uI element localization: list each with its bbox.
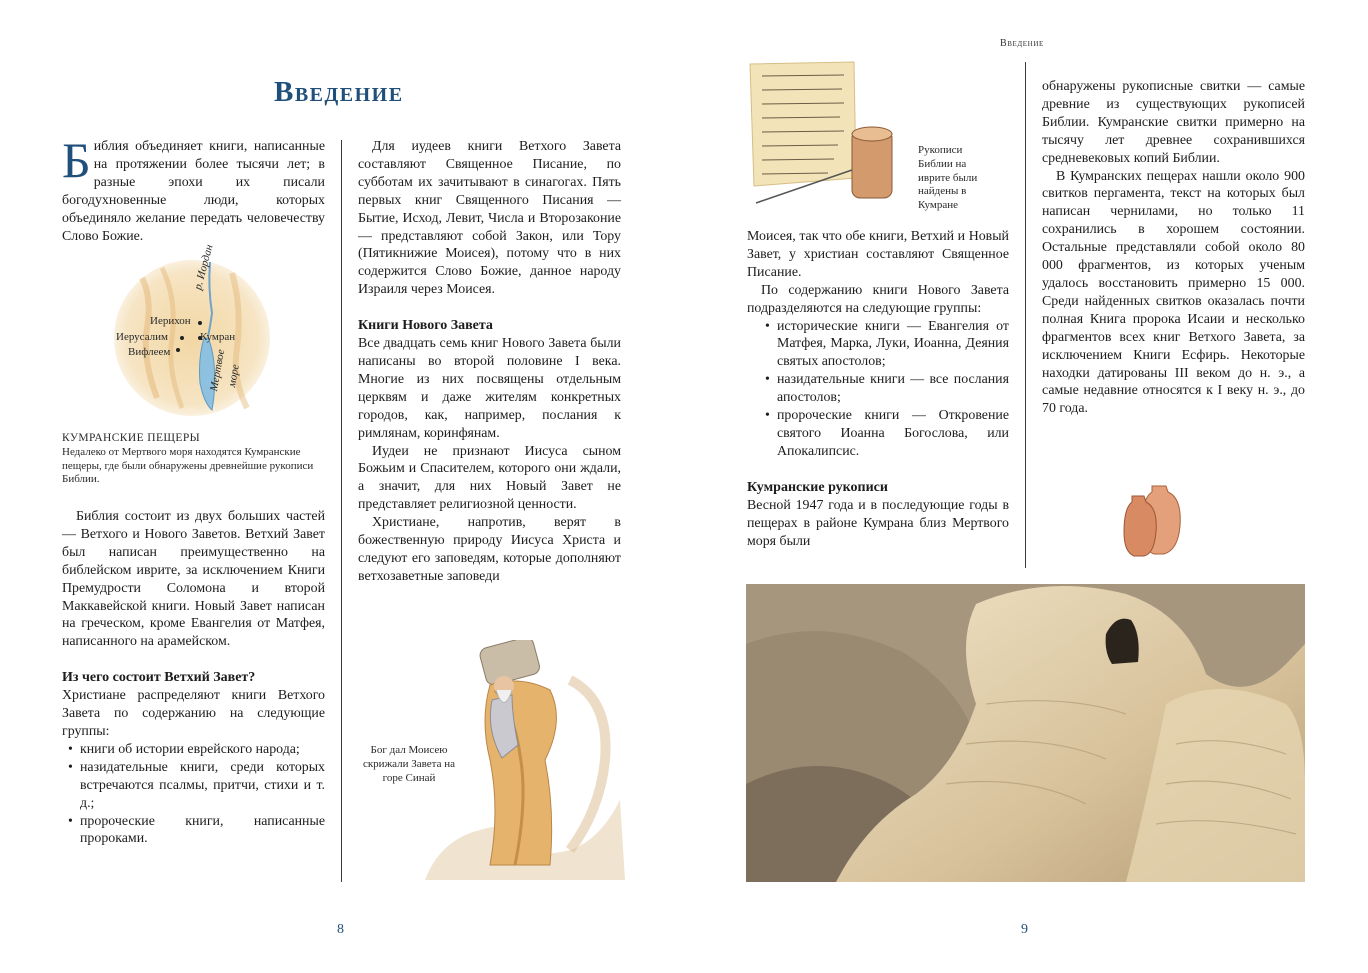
- list-item: • книги об истории еврейского народа;: [50, 741, 325, 759]
- nt-groups-list: [747, 318, 1009, 461]
- list-item: • пророческие книги, написанные пророками.: [50, 813, 325, 849]
- map-label-qumran: Кумран: [200, 331, 236, 343]
- map-caption-title: КУМРАНСКИЕ ПЕЩЕРЫ: [62, 432, 201, 444]
- jews-paragraph: Для иудеев книги Ветхого Завета составляют Священное Писание, по субботам их зачитывают в синагогах. Пять первых книг Священного Писания — Бытие, Исход, Левит, Числа и Второзаконие — представляют собой Закон, или Тору (Пятикнижие Моисея), потому что в них содержится Слово Божие, данное народу Израиля через Моисея.: [358, 139, 621, 298]
- intro-text: иблия объединяет книги, написанные на протяжении более тысячи лет; в разные эпохи их писали богодухновенные люди, которых объединяло желание передать человечеству Слово Божие.: [62, 139, 325, 244]
- map-label-dead-sea-2: море: [226, 363, 242, 389]
- clay-jars: [1122, 482, 1184, 558]
- scrolls-paragraph: обнаружены рукописные свитки — самые древние из существующих рукописей Библии. Кумранские свитки примерно на тысячу лет древнее сохранившихся средневековых копий Библии.: [1042, 79, 1305, 166]
- list-item: • пророческие книги — Откровение святого Иоанна Богослова, или Апокалипсис.: [747, 407, 1009, 461]
- moses-cont-paragraph: Моисея, так что обе книги, Ветхий и Новый Завет, у христиан составляют Священное Писание.: [747, 229, 1009, 280]
- jews-nt-paragraph: Иудеи не признают Иисуса сыном Божьим и Спасителем, которого они ждали, а значит, для них Новый Завет не представляет религиозной ценности.: [358, 443, 621, 513]
- scroll-caption: Рукописи Библии на иврите были найдены в Кумране: [918, 144, 978, 212]
- two-parts-paragraph: Библия состоит из двух больших частей — Ветхого и Нового Заветов. Ветхий Завет был написан преимущественно на библейском иврите, за исключением Книги Премудрости Соломона и второй Маккавейской книги. Новый Завет написан на греческом, кроме Евангелия от Матфея, написанного на арамейском.: [62, 509, 325, 650]
- column-rule: [341, 140, 342, 882]
- list-item: • исторические книги — Евангелия от Матфея, Марка, Луки, Иоанна, Деяния святых апостолов;: [747, 318, 1009, 372]
- ot-groups-list: [50, 741, 325, 848]
- column-rule: [1025, 62, 1026, 568]
- caves-paragraph: В Кумранских пещерах нашли около 900 свитков пергамента, текст на которых был написан чернилами, но только 11 сохранились в хорошем состоянии. Остальные представляли собой около 80 000 фрагментов, из которых ученым удалось восстановить примерно 15 000. Среди найденных свитков оказалась почти полная Книга пророка Исаии и несколько фрагментов всех книг Ветхого Завета, за исключением Книги Есфирь. Некоторые находки датированы III веком до н. э., а самые недавние относятся к I веку н. э., до 70 года.: [1042, 168, 1305, 417]
- running-head: Введение: [1000, 38, 1044, 49]
- jars-illustration: [1122, 482, 1184, 558]
- qumran-cave-photo: [746, 584, 1305, 882]
- ot-intro: Христиане распределяют книги Ветхого Завета по содержанию на следующие группы:: [62, 688, 325, 739]
- qumran-paragraph: Весной 1947 года и в последующие годы в пещерах в районе Кумрана близ Мертвого моря были: [747, 497, 1009, 549]
- map-label-jericho: Иерихон: [150, 315, 191, 327]
- christians-paragraph: Христиане, напротив, верят в божественную природу Иисуса Христа и следуют его заповедям, которые дополняют ветхозаветные заповеди: [358, 515, 621, 584]
- intro-block: [62, 132, 325, 245]
- page-number-left: 8: [337, 922, 344, 937]
- drop-cap: Б: [62, 132, 91, 188]
- map-caption: [62, 432, 324, 487]
- scroll-illustration: [744, 58, 904, 210]
- ot-heading: Из чего состоит Ветхий Завет?: [62, 670, 256, 686]
- map-label-jordan: р. Иордан: [192, 243, 216, 292]
- cave-photo: [746, 584, 1305, 882]
- nt-groups-intro: По содержанию книги Нового Завета подразделяются на следующие группы:: [747, 282, 1009, 316]
- qumran-heading: Кумранские рукописи: [747, 479, 888, 495]
- list-item: • назидательные книги — все послания апостолов;: [747, 371, 1009, 407]
- middle-col-body: [358, 138, 621, 586]
- right-col2-body: [1042, 78, 1305, 418]
- page-title: Введение: [274, 76, 404, 108]
- map-label-dead-sea-1: Мертвое: [208, 348, 228, 393]
- list-item: • назидательные книги, среди которых встречаются псалмы, притчи, стихи и т. д.;: [50, 759, 325, 813]
- map-label-jerusalem: Иерусалим: [116, 331, 169, 343]
- right-col1-body: [747, 228, 1009, 550]
- page-number-right: 9: [1021, 922, 1028, 937]
- map-label-bethlehem: Вифлеем: [128, 346, 171, 358]
- nt-heading: Книги Нового Завета: [358, 318, 493, 334]
- moses-caption: Бог дал Моисею скрижали Завета на горе Синай: [362, 744, 456, 784]
- left-col-body: [62, 508, 325, 848]
- nt-paragraph: Все двадцать семь книг Нового Завета были написаны во второй половине I века. Многие из них посвящены отдельным церквям и даже жителям конкретных городов, как, например, послания к римлянам, коринфянам.: [358, 336, 621, 441]
- scroll-image: [744, 58, 904, 210]
- qumran-map: [112, 243, 272, 416]
- map-caption-text: Недалеко от Мертвого моря находятся Кумранские пещеры, где были обнаружены древнейшие рукописи Библии.: [62, 445, 314, 486]
